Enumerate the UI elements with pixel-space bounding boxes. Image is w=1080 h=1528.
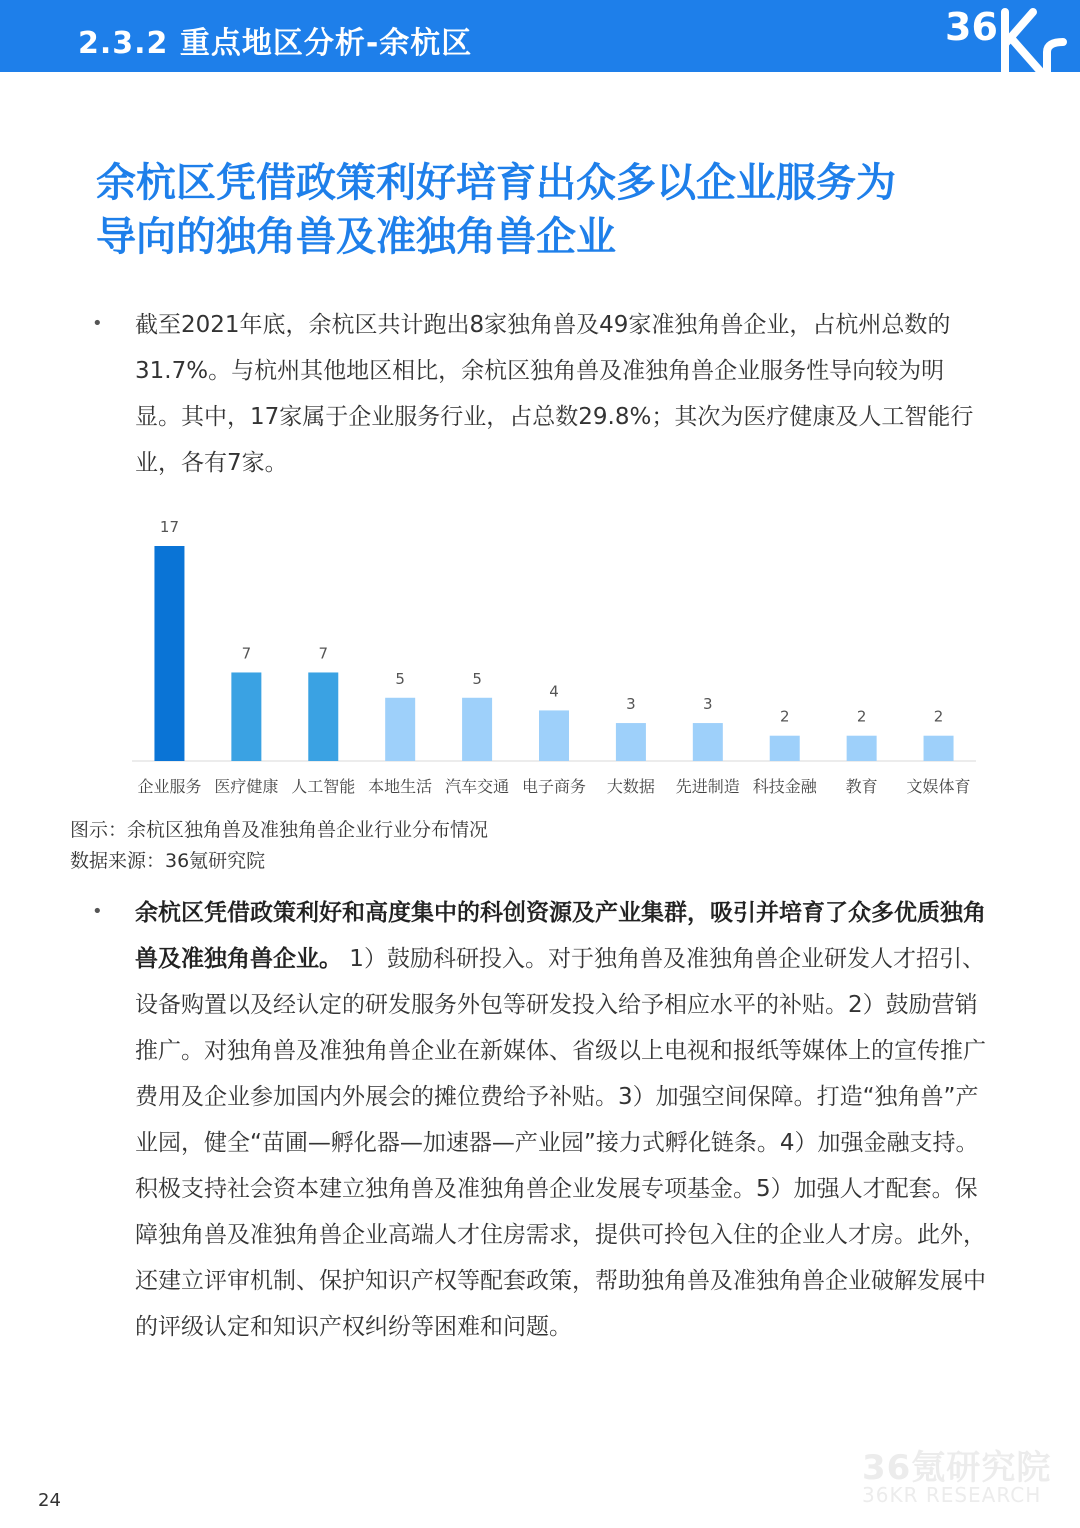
logo-text: 36 — [945, 5, 998, 49]
data-label-8: 2 — [779, 707, 790, 726]
brand-logo — [945, 0, 1080, 72]
data-label-2: 7 — [318, 644, 329, 663]
bar-10 — [924, 736, 954, 761]
category-label-7: 先进制造 — [675, 777, 740, 796]
bullet-paragraph-1 — [92, 302, 992, 486]
bar-1 — [231, 672, 261, 761]
bullet-2-text — [135, 890, 987, 1350]
data-label-7: 3 — [703, 695, 713, 714]
data-label-0: 17 — [159, 518, 180, 536]
page-headline — [96, 156, 996, 264]
watermark-cn: 36氪研究院 — [862, 1448, 1052, 1488]
bullet-paragraph-2 — [92, 890, 992, 1350]
category-label-2: 人工智能 — [291, 777, 356, 796]
industry-bar-chart — [130, 505, 990, 805]
bar-9 — [847, 736, 877, 761]
bar-5 — [539, 710, 569, 761]
data-label-9: 2 — [856, 707, 867, 726]
figure-caption: 图示：余杭区独角兽及准独角兽企业行业分布情况 — [70, 819, 489, 841]
watermark-en: 36KR RESEARCH — [862, 1483, 1042, 1507]
section-title: 2.3.2 重点地区分析-余杭区 — [78, 26, 473, 61]
page-number: 24 — [38, 1490, 61, 1511]
headline-line-1: 余杭区凭借政策利好培育出众多以企业服务为 — [96, 160, 896, 206]
bullet-dot-icon: • — [92, 313, 103, 334]
data-label-10: 2 — [933, 707, 944, 726]
category-label-4: 汽车交通 — [445, 777, 510, 796]
headline-line-2: 导向的独角兽及准独角兽企业 — [96, 214, 616, 260]
category-label-8: 科技金融 — [752, 777, 817, 796]
category-label-6: 大数据 — [606, 777, 655, 796]
bullet-2-body: 1）鼓励科研投入。对于独角兽及准独角兽企业研发人才招引、设备购置以及经认定的研发服务外包等研发投入给予相应水平的补贴。2）鼓励营销推广。对独角兽及准独角兽企业在新媒体、省级以上电视和报纸等媒体上的宣传推广费用及企业参加国内外展会的摊位费给予补贴。3）加强空间保障。打造“独角兽”产业园，健全“苗圃—孵化器—加速器—产业园”接力式孵化链条。4）加强金融支持。积极支持社会资本建立独角兽及准独角兽企业发展专项基金。5）加强人才配套。保障独角兽及准独角兽企业高端人才住房需求，提供可拎包入住的企业人才房。此外，还建立评审机制、保护知识产权等配套政策，帮助独角兽及准独角兽企业破解发展中的评级认定和知识产权纠纷等困难和问题。 — [135, 946, 986, 1340]
data-label-4: 5 — [472, 669, 482, 688]
data-label-6: 3 — [626, 695, 636, 714]
data-label-5: 4 — [549, 682, 559, 701]
bullet-dot-icon: • — [92, 901, 103, 922]
bar-4 — [462, 698, 492, 761]
bullet-1-text: 截至2021年底，余杭区共计跑出8家独角兽及49家准独角兽企业，占杭州总数的31.7%。与杭州其他地区相比，余杭区独角兽及准独角兽企业服务性导向较为明显。其中，17家属于企业服务行业，占总数29.8%；其次为医疗健康及人工智能行业，各有7家。 — [135, 312, 974, 476]
category-label-10: 文娱体育 — [906, 777, 971, 796]
category-label-0: 企业服务 — [137, 777, 202, 796]
bullet-2-bold-lead: 余杭区凭借政策利好和高度集中的科创资源及产业集群，吸引并培育了众多优质独角兽及准独角兽企业。 — [135, 900, 986, 972]
header-bar — [0, 0, 1080, 72]
category-label-9: 教育 — [845, 777, 878, 796]
data-label-1: 7 — [241, 644, 252, 663]
category-label-3: 本地生活 — [368, 777, 433, 796]
source-caption: 数据来源：36氪研究院 — [70, 850, 266, 872]
bar-8 — [770, 736, 800, 761]
category-label-1: 医疗健康 — [214, 777, 279, 796]
bar-2 — [308, 672, 338, 761]
category-label-5: 电子商务 — [521, 777, 587, 796]
data-label-3: 5 — [395, 669, 405, 688]
bar-7 — [693, 723, 723, 761]
bar-6 — [616, 723, 646, 761]
bar-0 — [154, 546, 184, 761]
bar-3 — [385, 698, 415, 761]
